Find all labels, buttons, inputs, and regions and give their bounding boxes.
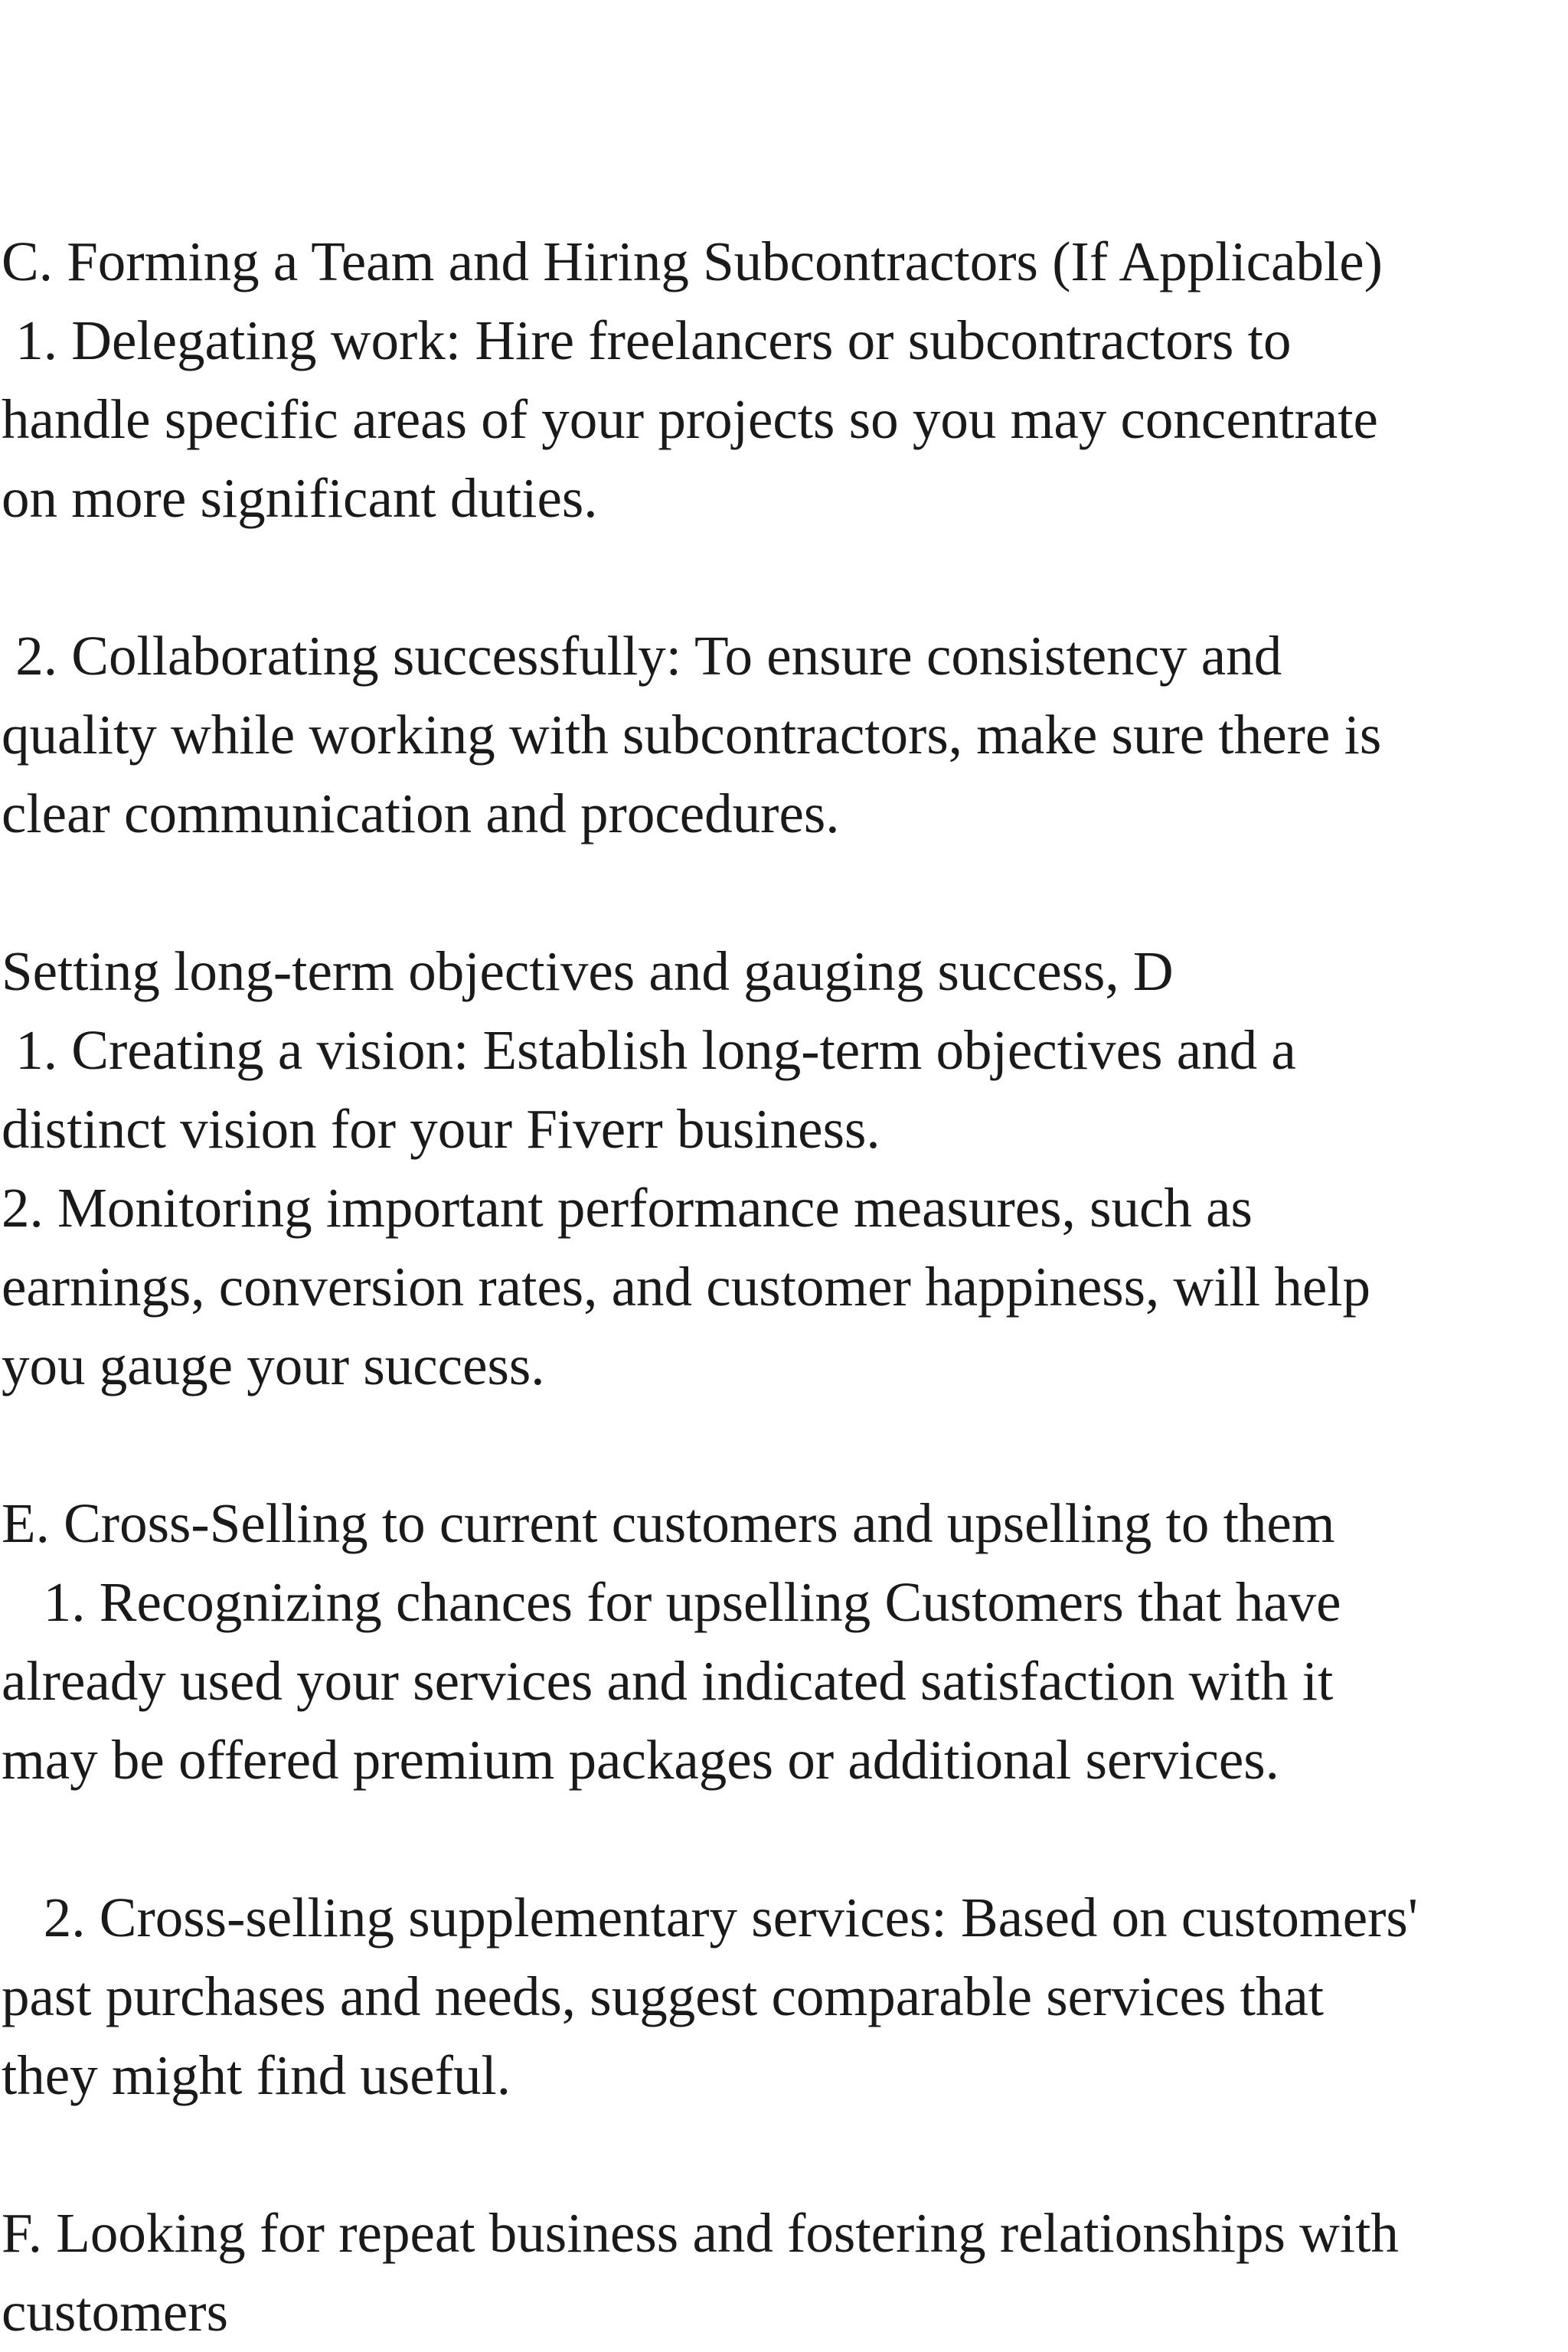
section-f-heading-line-1: F. Looking for repeat business and fostering relationships with [2, 2202, 1399, 2264]
section-c-item-1-line-3: on more significant duties. [2, 467, 598, 529]
section-d-item-1-line-2: distinct vision for your Fiverr business. [2, 1098, 880, 1160]
section-d-item-2-line-3: you gauge your success. [2, 1334, 545, 1396]
section-d-item-1-line-1: 1. Creating a vision: Establish long-term objectives and a [2, 1019, 1296, 1081]
section-e-item-1-line-1: 1. Recognizing chances for upselling Customers that have [2, 1571, 1341, 1633]
section-c-item-2-line-3: clear communication and procedures. [2, 782, 840, 844]
section-c-item-1-line-1: 1. Delegating work: Hire freelancers or subcontractors to [2, 309, 1292, 371]
section-e-item-1-line-2: already used your services and indicated satisfaction with it [2, 1650, 1334, 1712]
section-c-item-2-line-2: quality while working with subcontractors, make sure there is [2, 704, 1382, 766]
section-e-heading: E. Cross-Selling to current customers and upselling to them [2, 1492, 1335, 1554]
section-e-item-2-line-2: past purchases and needs, suggest comparable services that [2, 1965, 1325, 2027]
section-e-item-2-line-1: 2. Cross-selling supplementary services: Based on customers' [2, 1886, 1418, 1949]
section-c-heading: C. Forming a Team and Hiring Subcontractors (If Applicable) [2, 230, 1383, 292]
section-d-item-2-line-2: earnings, conversion rates, and customer happiness, will help [2, 1256, 1371, 1318]
section-d-heading: Setting long-term objectives and gauging success, D [2, 940, 1174, 1002]
section-e-item-2-line-3: they might find useful. [2, 2044, 511, 2106]
section-e-item-1-line-3: may be offered premium packages or additional services. [2, 1729, 1279, 1791]
section-c-item-1-line-2: handle specific areas of your projects so you may concentrate [2, 388, 1378, 450]
section-d-item-2-line-1: 2. Monitoring important performance measures, such as [2, 1177, 1253, 1239]
section-f-heading-line-2: customers [2, 2281, 228, 2343]
section-c-item-2-line-1: 2. Collaborating successfully: To ensure consistency and [2, 625, 1282, 687]
